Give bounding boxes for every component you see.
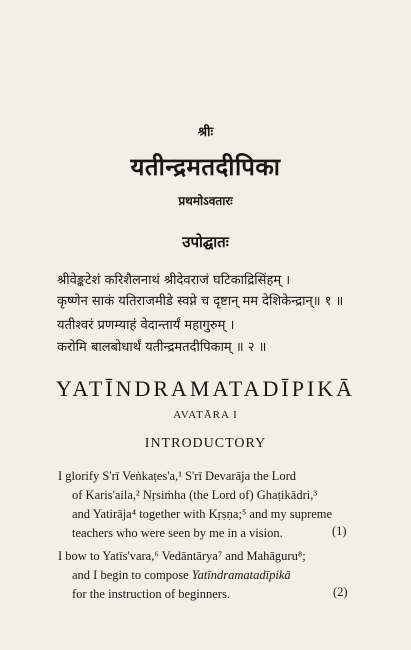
paragraph-1-line-1: I glorify S'rī Veṅkaṭes'a,¹ S'rī Devarāja the Lord <box>58 469 296 483</box>
title-devanagari: यतीन्द्रमतदीपिका <box>130 153 281 181</box>
paragraph-1-line-3: and Yatirāja⁴ together with Kṛṣṇa;⁵ and my supreme <box>72 507 333 521</box>
chapter-heading-roman: AVATĀRA I <box>173 409 238 421</box>
section-heading-devanagari: उपोद्घातः <box>182 233 229 251</box>
book-title-italic: Yatīndramatadīpikā <box>191 568 291 582</box>
verse-number-1: (1) <box>332 524 347 538</box>
paragraph-2-line-1: I bow to Yatīs'vara,⁶ Vedāntārya⁷ and Mahāguru⁸; <box>58 549 306 563</box>
verse-line-3: यतीश्वरं प्रणम्याहं वेदान्तार्यं महागुरुम् । <box>57 318 235 333</box>
paragraph-1-line-4: teachers who were seen by me in a vision. <box>72 526 283 540</box>
paragraph-2-line-3: for the instruction of beginners. <box>72 587 230 601</box>
chapter-heading-devanagari: प्रथमोऽवतारः <box>178 194 233 208</box>
verse-line-2: कृष्णेन साकं यतिराजमीडे स्वप्ने च दृष्टान् मम देशिकेन्द्रान्॥ १ ॥ <box>57 294 344 309</box>
title-roman: YATĪNDRAMATADĪPIKĀ <box>55 376 356 401</box>
verse-line-4: करोमि बालबोधार्थं यतीन्द्रमतदीपिकाम् ॥ २ ॥ <box>57 340 267 355</box>
shri-invocation: श्रीः <box>197 125 214 140</box>
section-heading-roman: INTRODUCTORY <box>144 436 267 451</box>
verse-number-2: (2) <box>333 585 348 599</box>
paragraph-2-line-2-text: and I begin to compose <box>72 568 192 582</box>
paragraph-2-line-2 <box>72 566 372 586</box>
verse-line-1: श्रीवेङ्कटेशं करिशैलनाथं श्रीदेवराजं घटिकाद्रिसिंहम् । <box>57 273 291 288</box>
paragraph-1-line-2: of Karis'aila,² Nṛsiṁha (the Lord of) Ghaṭikādri,³ <box>72 488 318 502</box>
